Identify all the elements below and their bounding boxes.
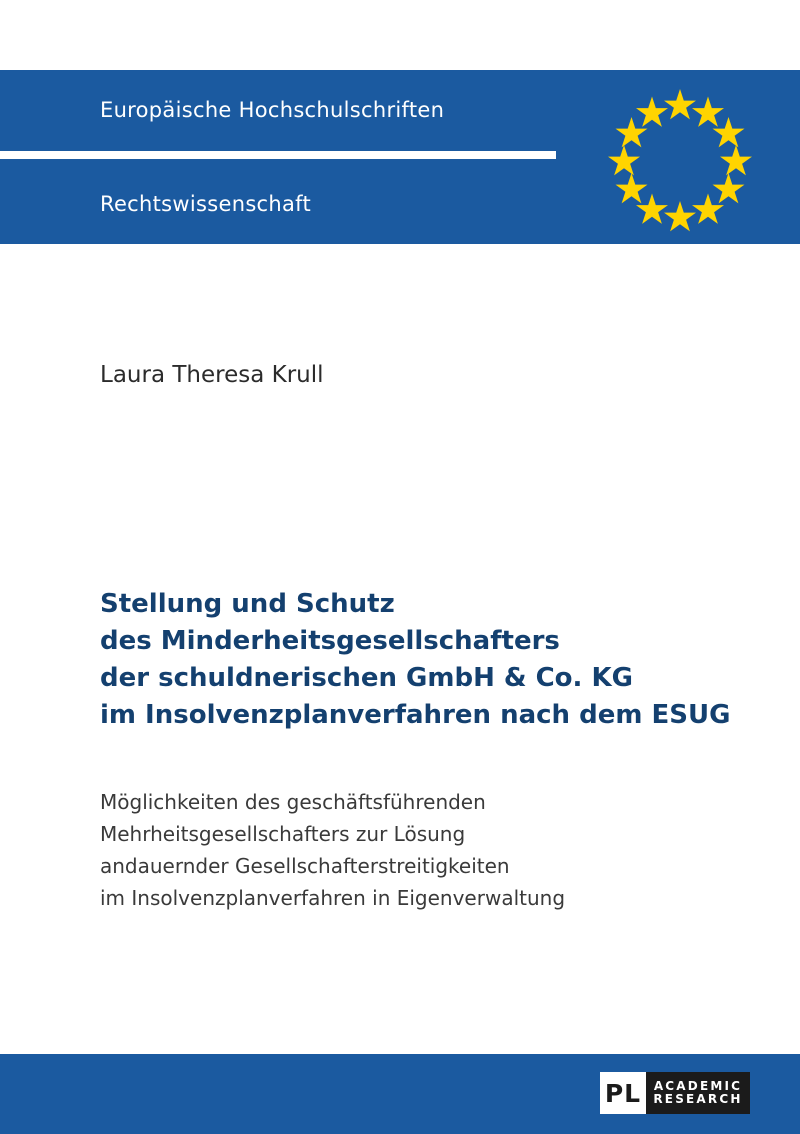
eu-stars-icon [600,82,760,232]
publisher-mark: PL [600,1072,646,1114]
publisher-wordmark [646,1072,750,1114]
title-line: Stellung und Schutz [100,589,395,619]
title-line: im Insolvenzplanverfahren nach dem ESUG [100,700,731,730]
author-name: Laura Theresa Krull [100,362,324,388]
subtitle-line: im Insolvenzplanverfahren in Eigenverwaltung [100,886,566,910]
title-line: der schuldnerischen GmbH & Co. KG [100,663,633,693]
book-title [100,586,780,734]
series-subtitle: Rechtswissenschaft [100,192,312,216]
publisher-wordmark-line-2: RESEARCH [653,1092,743,1106]
subtitle-line: Möglichkeiten des geschäftsführenden [100,790,486,814]
publisher-wordmark-line-1: ACADEMIC [653,1079,743,1094]
banner-divider-rule [0,151,556,159]
series-title: Europäische Hochschulschriften [100,98,445,122]
book-subtitle [100,786,780,914]
subtitle-line: Mehrheitsgesellschafters zur Lösung [100,822,466,846]
subtitle-line: andauernder Gesellschafterstreitigkeiten [100,854,510,878]
publisher-logo [600,1072,750,1114]
title-line: des Minderheitsgesellschafters [100,626,560,656]
